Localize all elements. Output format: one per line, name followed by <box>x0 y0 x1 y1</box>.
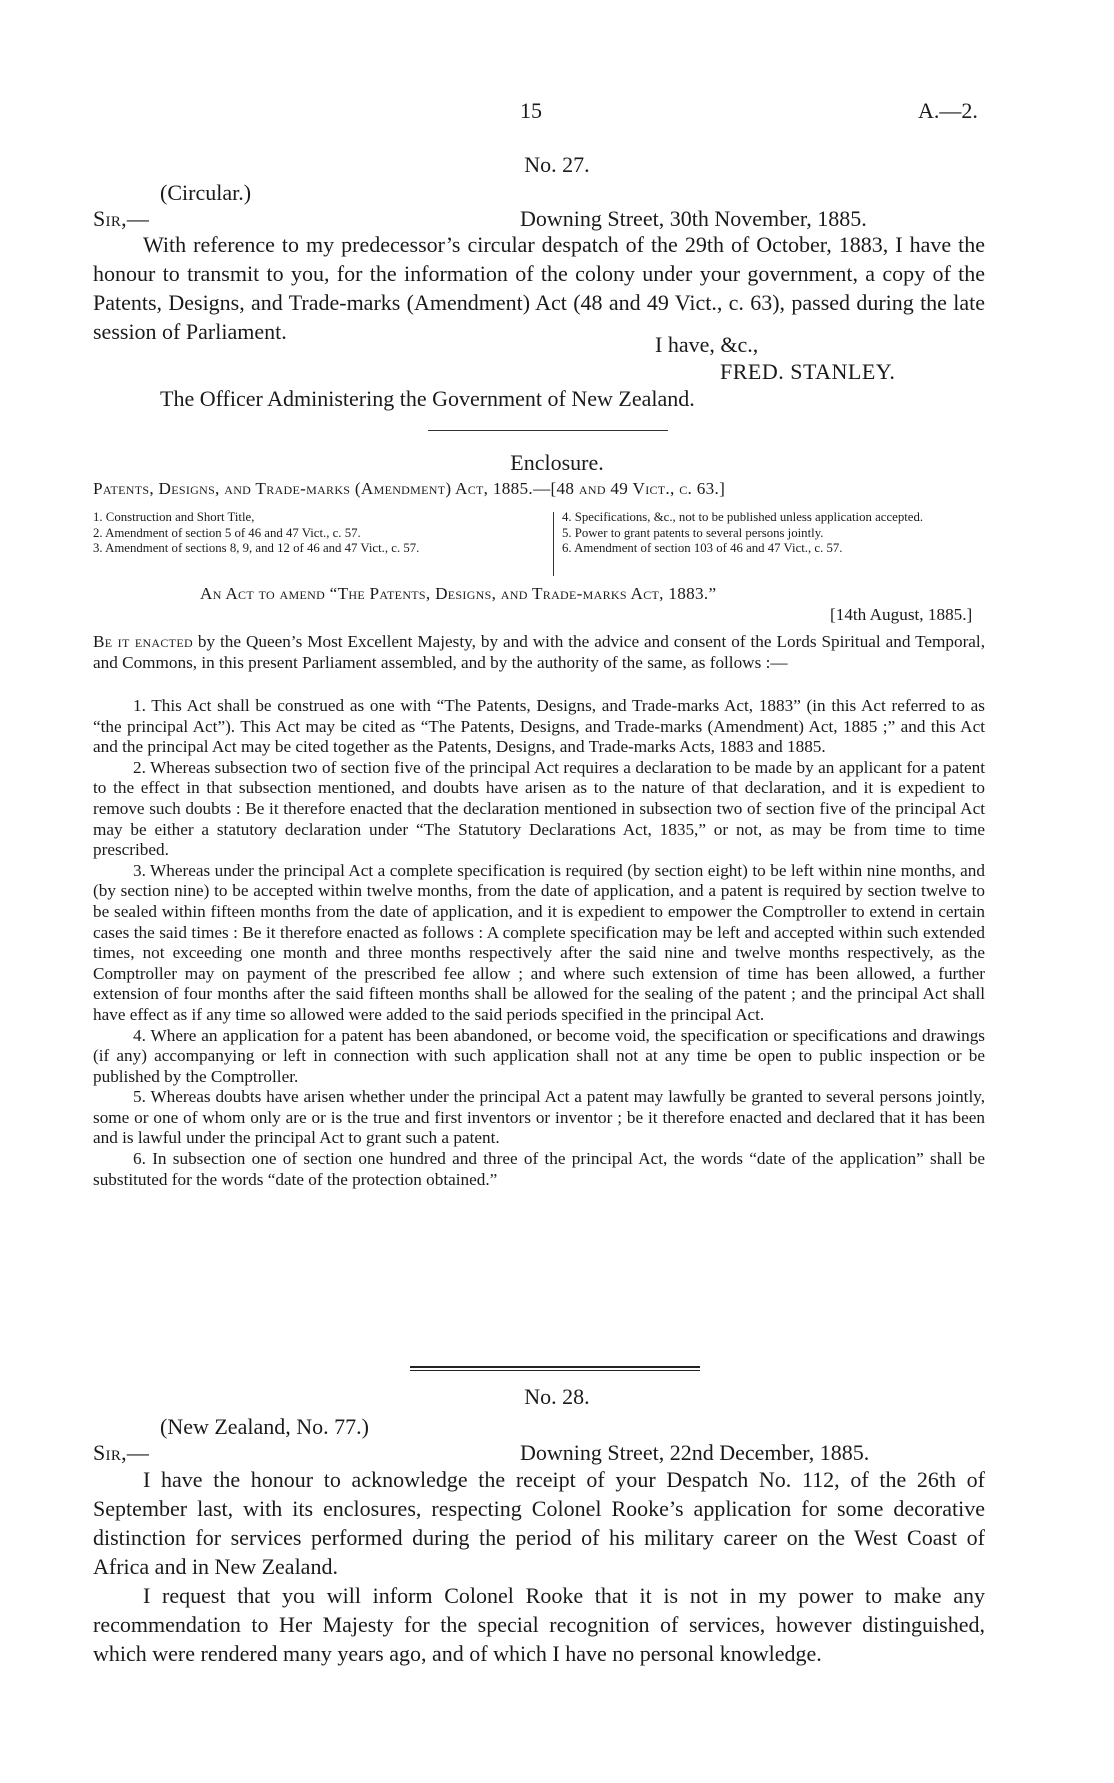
doc27-closing: I have, &c., <box>655 332 759 357</box>
enclosure-heading: Enclosure. <box>510 450 604 475</box>
doc27-addressee: The Officer Administering the Government of New Zealand. <box>160 386 695 411</box>
contents-item: 1. Construction and Short Title, <box>93 510 255 524</box>
act-section-3: 3. Whereas under the principal Act a complete specification is required (by section eight) to be left within nine months, and (by section nine) to be accepted within twelve months, from the date of application, and a patent is required by section twelve to be sealed within fifteen months from the date of application, and it is expedient to empower the Comptroller to extend in certain cases the said times : Be it therefore enacted as follows : A complete specification may be left and accepted within such extended times, not exceeding one month and three months respectively after the said nine and twelve months respectively, as the Comptroller may on payment of the prescribed fee allow ; and where such extension of time has been allowed, a further extension of four months after the said fifteen months shall be allowed for the sealing of the patent ; and the principal Act shall have effect as if any time so allowed were added to the said periods specified in the principal Act. <box>93 860 985 1024</box>
contents-item: 3. Amendment of sections 8, 9, and 12 of 46 and 47 Vict., c. 57. <box>93 541 420 555</box>
act-title: Patents, Designs, and Trade-marks (Amendment) Act, 1885.—[48 and 49 Vict., c. 63.] <box>93 479 726 498</box>
enacting-clause <box>93 632 985 673</box>
act-section-2: 2. Whereas subsection two of section five of the principal Act requires a declaration to be made by an applicant for a patent to the effect in that subsection mentioned, and doubts have arisen as to the nature of that declaration, and it is expedient to remove such doubts : Be it therefore enacted that the declaration mentioned in subsection two of section five of the principal Act may be either a statutory declaration under “The Statutory Declarations Act, 1835,” or not, as may be from time to time prescribed. <box>93 757 985 860</box>
doc28-paragraph-2: I request that you will inform Colonel Rooke that it is not in my power to make any recommendation to Her Majesty for the special recognition of services, however distinguished, which were rendered many years ago, and of which I have no personal knowledge. <box>93 1583 985 1666</box>
preamble-date: [14th August, 1885.] <box>830 605 973 624</box>
act-section-4: 4. Where an application for a patent has been abandoned, or become void, the specification or specifications and drawings (if any) accompanying or left in connection with such application shall not at any time be open to public inspection or be published by the Comptroller. <box>93 1025 985 1086</box>
doc28-salutation-text: Sir,— <box>93 1440 150 1465</box>
doc27-number: No. 27. <box>524 152 590 177</box>
doc27-salutation-text: Sir,— <box>93 206 150 231</box>
enacting-lead: Be it enacted <box>93 632 193 651</box>
contents-left <box>93 510 543 557</box>
doc28-salutation <box>93 1438 149 1467</box>
section-divider-double <box>410 1366 700 1371</box>
doc27-place-date: Downing Street, 30th November, 1885. <box>520 206 867 231</box>
doc28-body <box>93 1465 985 1668</box>
doc27-body: With reference to my predecessor’s circular despatch of the 29th of October, 1883, I have the honour to transmit to you, for the information of the colony under your government, a copy of the Patents, Designs, and Trade-marks (Amendment) Act (48 and 49 Vict., c. 63), passed during the late session of Parliament. <box>93 232 985 344</box>
section-divider <box>428 430 668 431</box>
enacting-rest: by the Queen’s Most Excellent Majesty, by and with the advice and consent of the Lords Spiritual and Temporal, and Commons, in this present Parliament assembled, and by the authority of the same, as follows :— <box>93 632 986 672</box>
preamble-title: An Act to amend “The Patents, Designs, and Trade-marks Act, 1883.” <box>200 584 717 603</box>
doc28-number: No. 28. <box>524 1384 590 1409</box>
doc28-place-date: Downing Street, 22nd December, 1885. <box>520 1440 870 1465</box>
act-section-1: 1. This Act shall be construed as one with “The Patents, Designs, and Trade-marks Act, 1883” (in this Act referred to as “the principal Act”). This Act may be cited as “The Patents, Designs, and Trade-marks (Amendment) Act, 1885 ;” and this Act and the principal Act may be cited together as the Patents, Designs, and Trade-marks Acts, 1883 and 1885. <box>93 696 985 757</box>
contents-item: 5. Power to grant patents to several persons jointly. <box>562 525 824 540</box>
page-reference: A.—2. <box>918 98 978 123</box>
act-section-5: 5. Whereas doubts have arisen whether under the principal Act a patent may lawfully be granted to several persons jointly, some or one of whom only are or is the true and first inventors or inventor ; be it therefore enacted and declared that it has been and is lawful under the principal Act to grant such a patent. <box>93 1087 985 1148</box>
act-section-6: 6. In subsection one of section one hundred and three of the principal Act, the words “date of the application” shall be substituted for the words “date of the protection obtained.” <box>93 1149 985 1189</box>
doc28-ref: (New Zealand, No. 77.) <box>160 1414 369 1439</box>
contents-item: 2. Amendment of section 5 of 46 and 47 Vict., c. 57. <box>93 525 361 540</box>
doc28-paragraph-1: I have the honour to acknowledge the receipt of your Despatch No. 112, of the 26th of September last, with its enclosures, respecting Colonel Rooke’s application for some decorative distinction for services performed during the period of his military career on the West Coast of Africa and in New Zealand. <box>93 1467 985 1579</box>
page-number: 15 <box>520 98 542 123</box>
doc27-circular: (Circular.) <box>160 180 252 205</box>
contents-right <box>562 510 982 557</box>
contents-divider <box>553 512 554 576</box>
doc27-salutation <box>93 204 149 233</box>
act-sections <box>93 696 985 1190</box>
contents-item: 4. Specifications, &c., not to be published unless application accepted. <box>562 510 924 524</box>
contents-item: 6. Amendment of section 103 of 46 and 47 Vict., c. 57. <box>562 541 843 555</box>
doc27-signature: FRED. STANLEY. <box>720 359 896 384</box>
